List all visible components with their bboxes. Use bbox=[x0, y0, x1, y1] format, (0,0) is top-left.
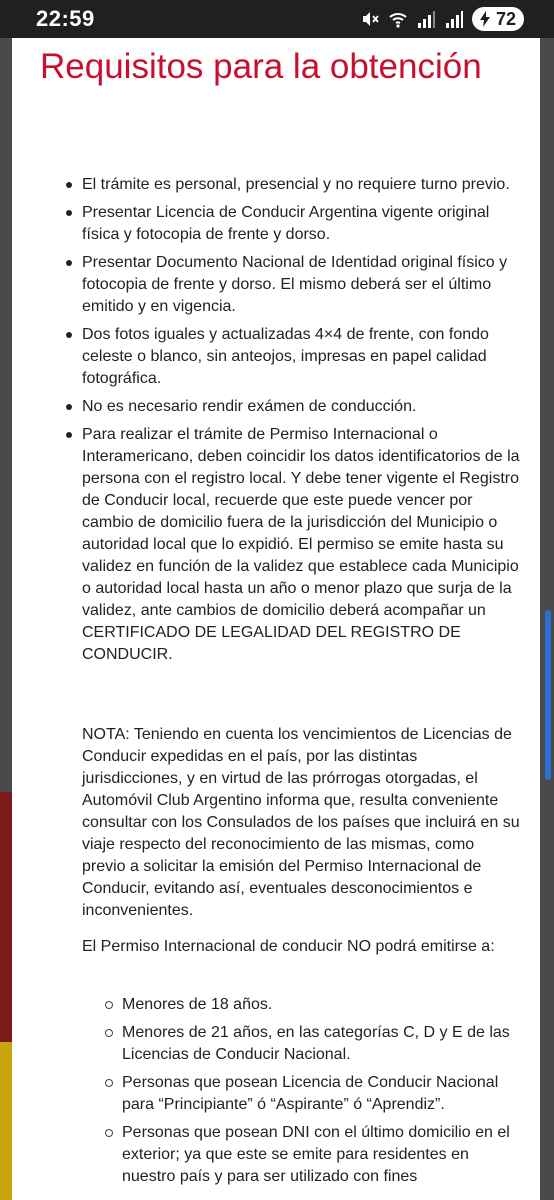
background-decoration-yellow bbox=[0, 1042, 12, 1200]
list-item bbox=[12, 202, 540, 246]
content-card bbox=[12, 38, 540, 1200]
mute-icon bbox=[360, 9, 380, 29]
list-item bbox=[12, 424, 540, 666]
circle-bullet-icon bbox=[105, 1029, 113, 1037]
note-paragraph: NOTA: Teniendo en cuenta los vencimientos de Licencias de Conducir expedidas en el país, por las distintas jurisdicciones, y en virtud de las prórrogas otorgadas, el Automóvil Club Argentino informa que, resulta conveniente consultar con los Consulados de los países que incluirá en su viaje respecto del reconocimiento de las mismas, como previo a solicitar la emisión del Permiso Internacional de Conducir, evitando así, eventuales desconocimientos e inconvenientes. bbox=[82, 726, 520, 919]
list-item-text: El trámite es personal, presencial y no requiere turno previo. bbox=[82, 176, 510, 193]
bullet-icon bbox=[66, 404, 72, 410]
list-item-text: Para realizar el trámite de Permiso Internacional o Interamericano, deben coincidir los datos identificatorios de la persona con el registro local. Y debe tener vigente el Registro de Conducir local, recuerde que este puede vencer por cambio de domicilio fuera de la jurisdicción del Municipio o autoridad local que lo expidió. El permiso se emite hasta su validez en función de la validez que establece cada Municipio o autoridad local hasta un año o menor plazo que surja de la validez, ante cambios de domicilio deberá acompañar un CERTIFICADO DE LEGALIDAD DEL REGISTRO DE CONDUCIR. bbox=[82, 426, 520, 663]
list-item-text: Menores de 21 años, en las categorías C, D y E de las Licencias de Conducir Nacional. bbox=[122, 1024, 510, 1063]
status-bar bbox=[0, 0, 554, 38]
list-item-text: No es necesario rendir exámen de conducción. bbox=[82, 398, 417, 415]
signal-icon bbox=[444, 9, 464, 29]
list-item bbox=[12, 324, 540, 390]
circle-bullet-icon bbox=[105, 1129, 113, 1137]
bullet-icon bbox=[66, 432, 72, 438]
list-item bbox=[12, 1122, 540, 1188]
battery-indicator bbox=[472, 7, 524, 31]
list-item bbox=[12, 396, 540, 418]
requirements-list bbox=[12, 174, 540, 672]
circle-bullet-icon bbox=[105, 1079, 113, 1087]
list-item-text: Personas que posean DNI con el último domicilio en el exterior; ya que este se emite para residentes en nuestro país y para ser utilizado con fines bbox=[122, 1124, 510, 1185]
list-item-text: Menores de 18 años. bbox=[122, 996, 273, 1013]
list-item-text: Presentar Licencia de Conducir Argentina vigente original física y fotocopia de frente y dorso. bbox=[82, 204, 490, 243]
list-item bbox=[12, 174, 540, 196]
circle-bullet-icon bbox=[105, 1001, 113, 1009]
list-item bbox=[12, 1072, 540, 1116]
bullet-icon bbox=[66, 210, 72, 216]
list-item bbox=[12, 1022, 540, 1066]
bullet-icon bbox=[66, 182, 72, 188]
background-page-right bbox=[540, 38, 554, 1200]
page-title: Requisitos para la obtención bbox=[40, 47, 482, 86]
wifi-icon bbox=[388, 9, 408, 29]
battery-charging-icon bbox=[478, 11, 492, 27]
battery-level: 72 bbox=[495, 8, 516, 29]
restrictions-list bbox=[12, 994, 540, 1194]
list-item-text: Personas que posean Licencia de Conducir Nacional para “Principiante” ó “Aspirante” ó “Aprendiz”. bbox=[122, 1074, 499, 1113]
list-item bbox=[12, 994, 540, 1016]
signal-icon bbox=[416, 9, 436, 29]
list-item bbox=[12, 252, 540, 318]
bullet-icon bbox=[66, 260, 72, 266]
scrollbar-thumb[interactable] bbox=[545, 610, 551, 780]
status-icons bbox=[360, 7, 524, 31]
bullet-icon bbox=[66, 332, 72, 338]
background-decoration-red bbox=[0, 792, 12, 1042]
list-item-text: Dos fotos iguales y actualizadas 4×4 de frente, con fondo celeste o blanco, sin anteojos, impresas en papel calidad fotográfica. bbox=[82, 326, 489, 387]
list-item-text: Presentar Documento Nacional de Identidad original físico y fotocopia de frente y dorso. El mismo deberá ser el último emitido y en vigencia. bbox=[82, 254, 508, 315]
status-time: 22:59 bbox=[36, 6, 95, 31]
restriction-intro: El Permiso Internacional de conducir NO podrá emitirse a: bbox=[82, 938, 495, 955]
